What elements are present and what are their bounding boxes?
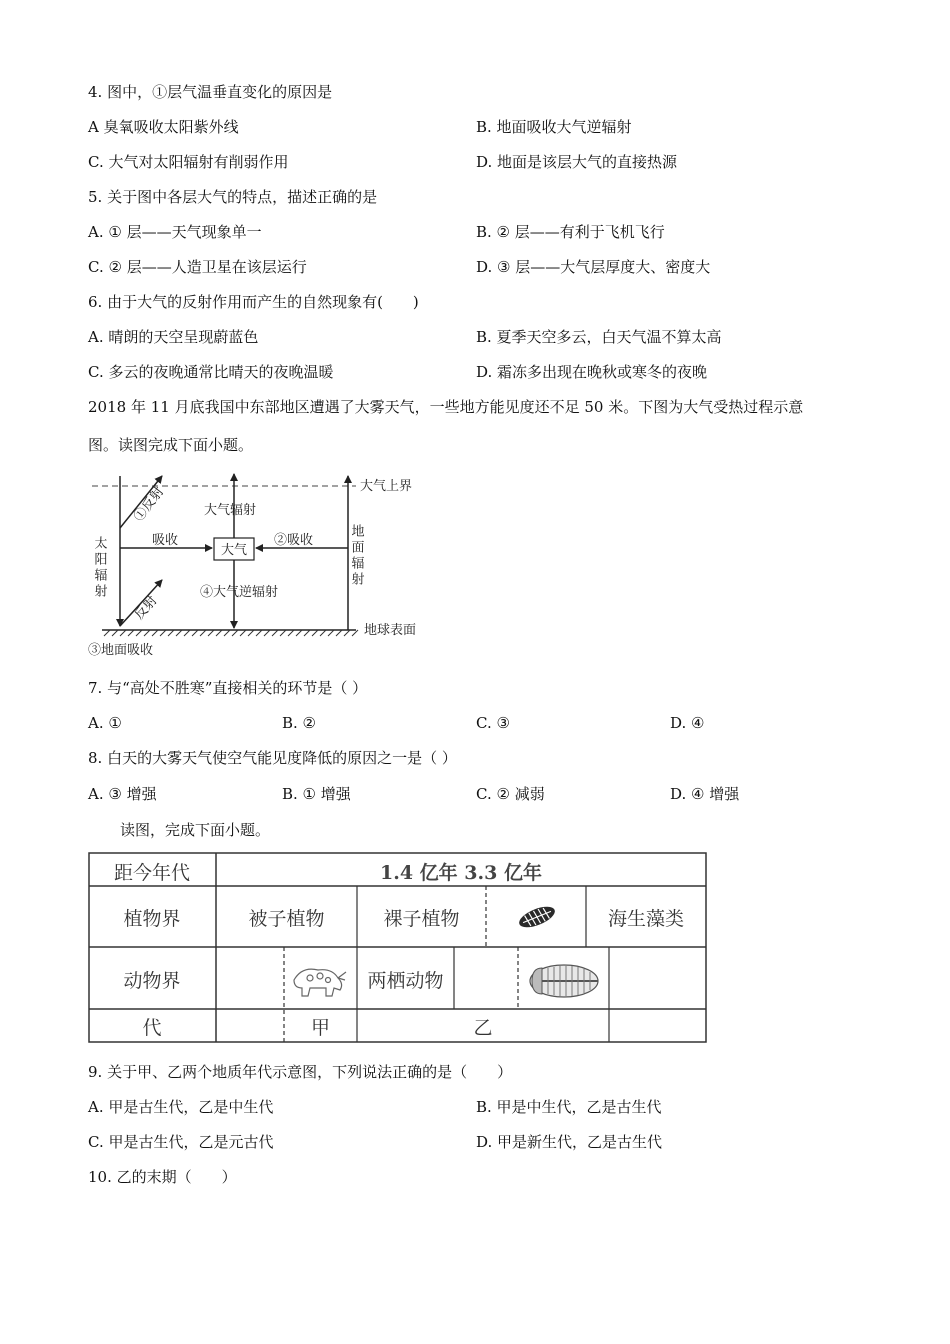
angiosperm-cell: 被子植物	[248, 908, 325, 930]
gymnosperm-cell: 裸子植物	[383, 908, 460, 930]
question-4-option-b[interactable]: B. 地面吸收大气逆辐射	[476, 118, 632, 136]
era-yi: 乙	[473, 1017, 493, 1039]
question-5-option-c[interactable]: C. ② 层——人造卫星在该层运行	[88, 258, 307, 276]
label-absorb: 吸收	[152, 533, 179, 548]
geologic-era-table	[88, 852, 708, 1044]
trilobite-icon	[522, 958, 606, 1004]
question-6-option-b[interactable]: B. 夏季天空多云，白天气温不算太高	[476, 328, 722, 346]
question-9-option-d[interactable]: D. 甲是新生代，乙是古生代	[476, 1133, 663, 1151]
ground-hatching	[104, 630, 358, 636]
question-8-option-c[interactable]: C. ② 减弱	[476, 785, 545, 803]
label-surface: 地球表面	[364, 623, 417, 638]
question-8-option-b[interactable]: B. ① 增强	[282, 785, 351, 803]
question-5-option-d[interactable]: D. ③ 层——大气层厚度大、密度大	[476, 258, 711, 276]
question-5-option-a[interactable]: A. ① 层——天气现象单一	[88, 223, 262, 241]
question-7-stem: 7. 与“高处不胜寒”直接相关的环节是（ ）	[88, 679, 368, 697]
question-4-stem: 4. 图中，①层气温垂直变化的原因是	[88, 83, 333, 101]
question-4-option-c[interactable]: C. 大气对太阳辐射有削弱作用	[88, 153, 289, 171]
question-9-option-a[interactable]: A. 甲是古生代，乙是中生代	[88, 1098, 274, 1116]
eon-label: 代	[142, 1017, 162, 1039]
question-4-option-d[interactable]: D. 地面是该层大气的直接热源	[476, 153, 678, 171]
question-7-option-c[interactable]: C. ③	[476, 714, 510, 732]
intro-line-1: 2018 年 11 月底我国中东部地区遭遇了大雾天气，一些地方能见度还不足 50 米。下图为大气受热过程示意	[88, 398, 804, 416]
question-6-option-c[interactable]: C. 多云的夜晚通常比晴天的夜晚温暖	[88, 363, 334, 381]
question-8-option-a[interactable]: A. ③ 增强	[88, 785, 157, 803]
question-7-option-d[interactable]: D. ④	[670, 714, 705, 732]
question-6-option-a[interactable]: A. 晴朗的天空呈现蔚蓝色	[88, 328, 259, 346]
plant-kingdom-label: 植物界	[123, 908, 181, 930]
question-10-stem: 10. 乙的末期（ ）	[88, 1168, 237, 1186]
question-6-option-d[interactable]: D. 霜冻多出现在晚秋或寒冬的夜晚	[476, 363, 708, 381]
question-5-option-b[interactable]: B. ② 层——有利于飞机飞行	[476, 223, 665, 241]
question-4-option-a[interactable]: A 臭氧吸收太阳紫外线	[88, 118, 239, 136]
label-counter-radiation: ④大气逆辐射	[200, 585, 279, 600]
question-8-stem: 8. 白天的大雾天气使空气能见度降低的原因之一是（ ）	[88, 749, 457, 767]
question-6-stem: 6. 由于大气的反射作用而产生的自然现象有( )	[88, 293, 419, 311]
amphibian-cell: 两栖动物	[367, 970, 444, 992]
label-atmosphere: 大气	[220, 543, 248, 558]
question-9-option-c[interactable]: C. 甲是古生代，乙是元古代	[88, 1133, 274, 1151]
era-values: 1.4 亿年 3.3 亿年	[380, 862, 542, 884]
question-9-stem: 9. 关于甲、乙两个地质年代示意图，下列说法正确的是（ ）	[88, 1063, 513, 1081]
intro-line-2: 图。读图完成下面小题。	[88, 436, 254, 454]
label-solar-radiation: 太阳辐射	[91, 536, 107, 600]
question-9-option-b[interactable]: B. 甲是中生代，乙是古生代	[476, 1098, 662, 1116]
label-reflect: 反射	[131, 593, 161, 623]
fern-fossil-icon	[514, 900, 560, 934]
triceratops-icon	[288, 958, 348, 1002]
question-7-option-b[interactable]: B. ②	[282, 714, 317, 732]
question-8-option-d[interactable]: D. ④ 增强	[670, 785, 740, 803]
label-atmospheric-radiation: 大气辐射	[204, 503, 257, 518]
era-header: 距今年代	[113, 862, 190, 884]
question-7-option-a[interactable]: A. ①	[88, 714, 122, 732]
label-reflect-1: ①反射	[131, 484, 168, 525]
instruction-text: 读图，完成下面小题。	[120, 821, 271, 839]
marine-algae-cell: 海生藻类	[607, 908, 684, 930]
label-ground-absorb: ③地面吸收	[88, 643, 154, 658]
atmosphere-heating-diagram	[88, 466, 448, 658]
label-ground-radiation: 地面辐射	[348, 524, 364, 588]
era-jia: 甲	[310, 1017, 330, 1039]
label-upper-boundary: 大气上界	[360, 479, 413, 494]
label-absorb-2: ②吸收	[274, 533, 314, 548]
question-5-stem: 5. 关于图中各层大气的特点，描述正确的是	[88, 188, 378, 206]
animal-kingdom-label: 动物界	[123, 970, 181, 992]
